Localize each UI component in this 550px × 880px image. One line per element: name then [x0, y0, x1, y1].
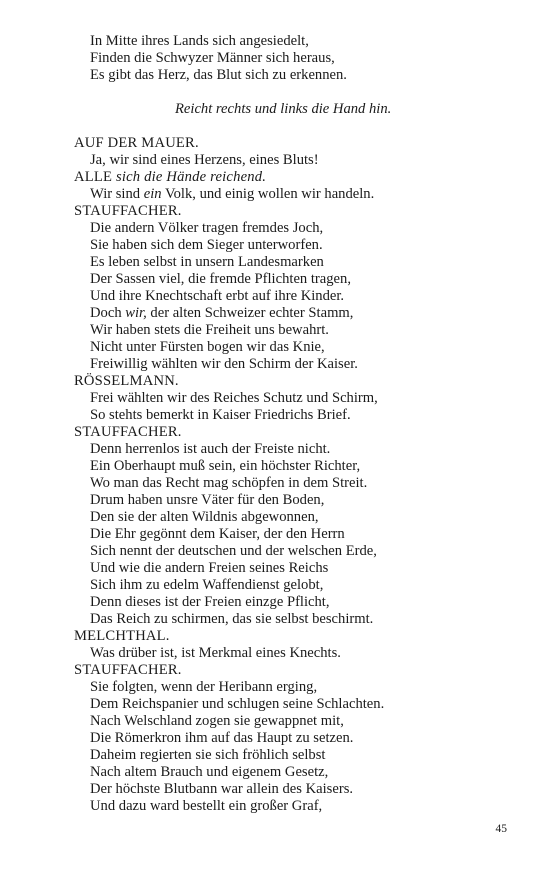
verse-line: [0, 339, 550, 356]
verse-line: [0, 611, 550, 628]
verse-line: [0, 577, 550, 594]
line-text: Und ihre Knechtschaft erbt auf ihre Kinder.: [90, 288, 345, 304]
line-text: Dem Reichspanier und schlugen seine Schlachten.: [90, 696, 385, 712]
line-text: In Mitte ihres Lands sich angesiedelt,: [90, 33, 309, 49]
line-text: Und wie die andern Freien seines Reichs: [90, 560, 329, 576]
stage-direction-inline: sich die Hände reichend.: [112, 169, 267, 185]
line-text: Sich nennt der deutschen und der welschen Erde,: [90, 543, 377, 559]
line-text: Das Reich zu schirmen, das sie selbst beschirmt.: [90, 611, 374, 627]
stanza-gap: [0, 118, 550, 135]
line-text: Es gibt das Herz, das Blut sich zu erkennen.: [90, 67, 347, 83]
verse-line: [0, 441, 550, 458]
verse-line: [0, 33, 550, 50]
emphasis: wir,: [125, 305, 147, 321]
line-text: Den sie der alten Wildnis abgewonnen,: [90, 509, 319, 525]
line-text: Der höchste Blutbann war allein des Kaisers.: [90, 781, 354, 797]
line-text: STAUFFACHER.: [74, 424, 182, 440]
verse-line: [0, 271, 550, 288]
verse-line: [0, 67, 550, 84]
line-text: Ja, wir sind eines Herzens, eines Bluts!: [90, 152, 319, 168]
line-text: Reicht rechts und links die Hand hin.: [175, 101, 392, 117]
speaker-name: [0, 628, 550, 645]
verse-line: [0, 407, 550, 424]
verse-text: Volk, und einig wollen wir handeln.: [161, 186, 375, 202]
verse-line: [0, 237, 550, 254]
line-text: ALLE: [74, 169, 113, 185]
line-text: Und dazu ward bestellt ein großer Graf,: [90, 798, 323, 814]
page-number: 45: [495, 823, 507, 835]
verse-line: [0, 305, 550, 322]
verse-line: [0, 526, 550, 543]
line-text: Wir haben stets die Freiheit uns bewahrt.: [90, 322, 329, 338]
line-text: AUF DER MAUER.: [74, 135, 199, 151]
verse-line: [0, 186, 550, 203]
verse-text: der alten Schweizer echter Stamm,: [146, 305, 354, 321]
speaker-name: [0, 169, 550, 186]
stanza-gap: [0, 84, 550, 101]
verse-line: [0, 713, 550, 730]
verse-line: [0, 679, 550, 696]
line-text: Finden die Schwyzer Männer sich heraus,: [90, 50, 335, 66]
verse-line: [0, 509, 550, 526]
verse-line: [0, 764, 550, 781]
verse-line: [0, 781, 550, 798]
line-text: Es leben selbst in unsern Landesmarken: [90, 254, 324, 270]
line-text: Denn dieses ist der Freien einzge Pflicht,: [90, 594, 330, 610]
verse-line: [0, 560, 550, 577]
line-text: Wo man das Recht mag schöpfen in dem Streit.: [90, 475, 368, 491]
line-text: Nach altem Brauch und eigenem Gesetz,: [90, 764, 329, 780]
verse-line: [0, 288, 550, 305]
verse-line: [0, 254, 550, 271]
line-text: So stehts bemerkt in Kaiser Friedrichs Brief.: [90, 407, 351, 423]
line-text: Was drüber ist, ist Merkmal eines Knechts.: [90, 645, 341, 661]
stage-direction: [0, 101, 550, 118]
line-text: Frei wählten wir des Reiches Schutz und Schirm,: [90, 390, 378, 406]
line-text: Sie haben sich dem Sieger unterworfen.: [90, 237, 323, 253]
line-text: STAUFFACHER.: [74, 662, 182, 678]
line-text: Nach Welschland zogen sie gewappnet mit,: [90, 713, 344, 729]
line-text: Daheim regierten sie sich fröhlich selbst: [90, 747, 326, 763]
speaker-name: [0, 424, 550, 441]
line-text: STAUFFACHER.: [74, 203, 182, 219]
line-text: Die Ehr gegönnt dem Kaiser, der den Herrn: [90, 526, 345, 542]
verse-line: [0, 390, 550, 407]
verse-line: [0, 475, 550, 492]
verse-line: [0, 798, 550, 815]
line-text: Freiwillig wählten wir den Schirm der Kaiser.: [90, 356, 358, 372]
line-text: Der Sassen viel, die fremde Pflichten tragen,: [90, 271, 351, 287]
line-text: MELCHTHAL.: [74, 628, 170, 644]
line-text: Die Römerkron ihm auf das Haupt zu setzen.: [90, 730, 354, 746]
speaker-name: [0, 135, 550, 152]
speaker-name: [0, 373, 550, 390]
line-text: Ein Oberhaupt muß sein, ein höchster Richter,: [90, 458, 361, 474]
speaker-name: [0, 203, 550, 220]
verse-line: [0, 220, 550, 237]
verse-line: [0, 730, 550, 747]
emphasis: ein: [143, 186, 162, 202]
verse-text: Wir sind: [90, 186, 144, 202]
verse-line: [0, 543, 550, 560]
line-text: Denn herrenlos ist auch der Freiste nicht.: [90, 441, 331, 457]
speaker-name: [0, 662, 550, 679]
verse-line: [0, 356, 550, 373]
verse-line: [0, 696, 550, 713]
verse-text: Doch: [90, 305, 126, 321]
line-text: Nicht unter Fürsten bogen wir das Knie,: [90, 339, 325, 355]
line-text: Die andern Völker tragen fremdes Joch,: [90, 220, 324, 236]
text-page: [0, 33, 550, 815]
verse-line: [0, 645, 550, 662]
verse-line: [0, 50, 550, 67]
verse-line: [0, 594, 550, 611]
verse-line: [0, 322, 550, 339]
verse-line: [0, 492, 550, 509]
line-text: Sie folgten, wenn der Heribann erging,: [90, 679, 318, 695]
line-text: RÖSSELMANN.: [74, 373, 179, 389]
verse-line: [0, 747, 550, 764]
verse-line: [0, 152, 550, 169]
verse-line: [0, 458, 550, 475]
line-text: Drum haben unsre Väter für den Boden,: [90, 492, 325, 508]
line-text: Sich ihm zu edelm Waffendienst gelobt,: [90, 577, 324, 593]
